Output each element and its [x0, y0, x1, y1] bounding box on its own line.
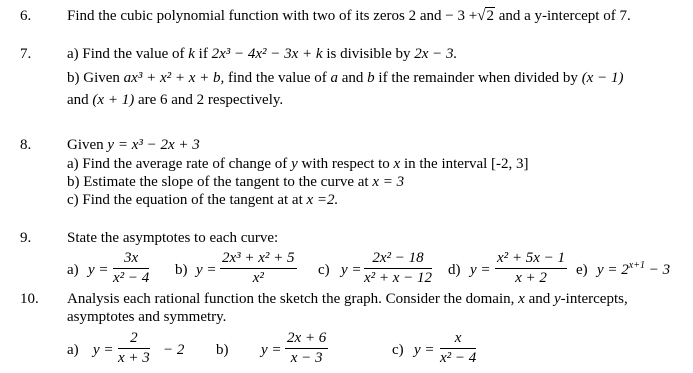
numerator: 3x [113, 251, 149, 269]
text-segment: if [198, 46, 208, 62]
given-line [67, 138, 200, 153]
numerator: x² + 5x − 1 [495, 251, 567, 269]
sqrt-sign: √ [477, 8, 486, 24]
part-a [67, 157, 529, 172]
equation-lhs: y = [261, 342, 282, 358]
part-c [67, 193, 338, 208]
constant-term: − 3 [648, 262, 671, 278]
part-b-continued [67, 93, 283, 108]
text-segment: and [528, 291, 551, 307]
variable: y [553, 291, 561, 307]
sqrt-argument: 2 [486, 8, 494, 24]
part-a [67, 47, 457, 62]
math-expression: 2x − 3. [414, 46, 458, 62]
part-label: b) [175, 262, 188, 278]
part-label: c) [392, 342, 404, 358]
math-expression: (x + 1) [92, 92, 135, 108]
equation-lhs: y = [341, 262, 362, 278]
math-expression: x =2. [306, 192, 339, 208]
text-segment: Find the cubic polynomial function with two of its zeros 2 and [67, 8, 442, 24]
equation-lhs: y = [196, 262, 217, 278]
denominator: x + 3 [118, 350, 150, 366]
instruction-line: asymptotes and symmetry. [67, 309, 227, 325]
part-label: a) [67, 262, 79, 278]
equation-lhs: y = [88, 262, 109, 278]
text-segment: c) Find the equation of the tangent at at [67, 192, 303, 208]
text-segment: and [341, 70, 364, 86]
text-segment: with respect to [301, 156, 390, 172]
problem-number: 8. [20, 137, 32, 153]
problem-number: 7. [20, 46, 32, 62]
text-segment: if the remainder when divided by [378, 70, 578, 86]
square-root [477, 9, 495, 24]
math-expression: y = x³ − 2x + 3 [107, 137, 200, 153]
text-segment: Find the value of [82, 46, 185, 62]
numerator: x [440, 331, 476, 349]
numerator: 2x + 6 [285, 331, 328, 349]
text-segment: and [67, 92, 89, 108]
fraction [118, 331, 150, 366]
part-b [67, 71, 623, 86]
text-segment: find the value of [228, 70, 327, 86]
denominator: x + 2 [515, 270, 547, 286]
equation-lhs: y = [414, 342, 435, 358]
variable: x [393, 156, 401, 172]
exponent: x+1 [628, 260, 645, 271]
variable: x [518, 291, 525, 307]
math-expression [597, 260, 671, 278]
instruction-line [67, 292, 628, 307]
text-segment: Given [83, 70, 120, 86]
constant-term: − 2 [163, 342, 185, 358]
math-expression: ax³ + x² + x + b, [123, 70, 225, 86]
denominator: x − 3 [290, 350, 323, 366]
part-label: e) [576, 262, 588, 278]
part-label: a) [67, 46, 79, 62]
equation-lhs: y = [93, 342, 114, 358]
text-segment: Given [67, 137, 104, 153]
text-segment: in the interval [-2, 3] [403, 156, 529, 172]
fraction [364, 251, 432, 286]
fraction [495, 251, 567, 286]
equation-lhs: y = [470, 262, 491, 278]
part-b [67, 175, 404, 190]
fraction [440, 331, 476, 366]
text-segment: -intercepts, [560, 291, 628, 307]
math-expression: 2x³ − 4x² − 3x + k [211, 46, 323, 62]
numerator: 2 [118, 331, 150, 349]
variable: a [330, 70, 338, 86]
text-segment: are 6 and 2 respectively. [137, 92, 284, 108]
variable: k [188, 46, 195, 62]
problem-title: State the asymptotes to each curve: [67, 230, 279, 246]
text-segment: a) Find the average rate of change of [67, 156, 288, 172]
numerator: 2x² − 18 [364, 251, 432, 269]
text-segment: is divisible by [326, 46, 411, 62]
denominator: x² [252, 270, 264, 286]
fraction [113, 251, 149, 286]
text-segment: b) Estimate the slope of the tangent to the curve at [67, 174, 369, 190]
variable: y [291, 156, 298, 172]
text-segment: Analysis each rational function the sketch the graph. Consider the domain, [67, 291, 515, 307]
text-segment: and a y-intercept of 7. [498, 8, 631, 24]
fraction [285, 331, 328, 366]
part-label: b) [67, 70, 80, 86]
problem-number: 6. [20, 8, 32, 24]
denominator: x² + x − 12 [364, 270, 433, 286]
numerator: 2x³ + x² + 5 [220, 251, 297, 269]
denominator: x² − 4 [440, 350, 477, 366]
part-label: b) [216, 342, 229, 358]
math-expression: x = 3 [372, 174, 405, 190]
part-label: a) [67, 342, 79, 358]
math-expression: (x − 1) [581, 70, 624, 86]
part-label: d) [448, 262, 461, 278]
exponential-base: y = 2 [597, 262, 629, 278]
problem-number: 10. [20, 291, 39, 307]
fraction [220, 251, 297, 286]
variable: b [367, 70, 375, 86]
problem-number: 9. [20, 230, 32, 246]
math-expression: − 3 + [445, 8, 478, 24]
problem-text [67, 9, 631, 24]
part-label: c) [318, 262, 330, 278]
denominator: x² − 4 [113, 270, 150, 286]
